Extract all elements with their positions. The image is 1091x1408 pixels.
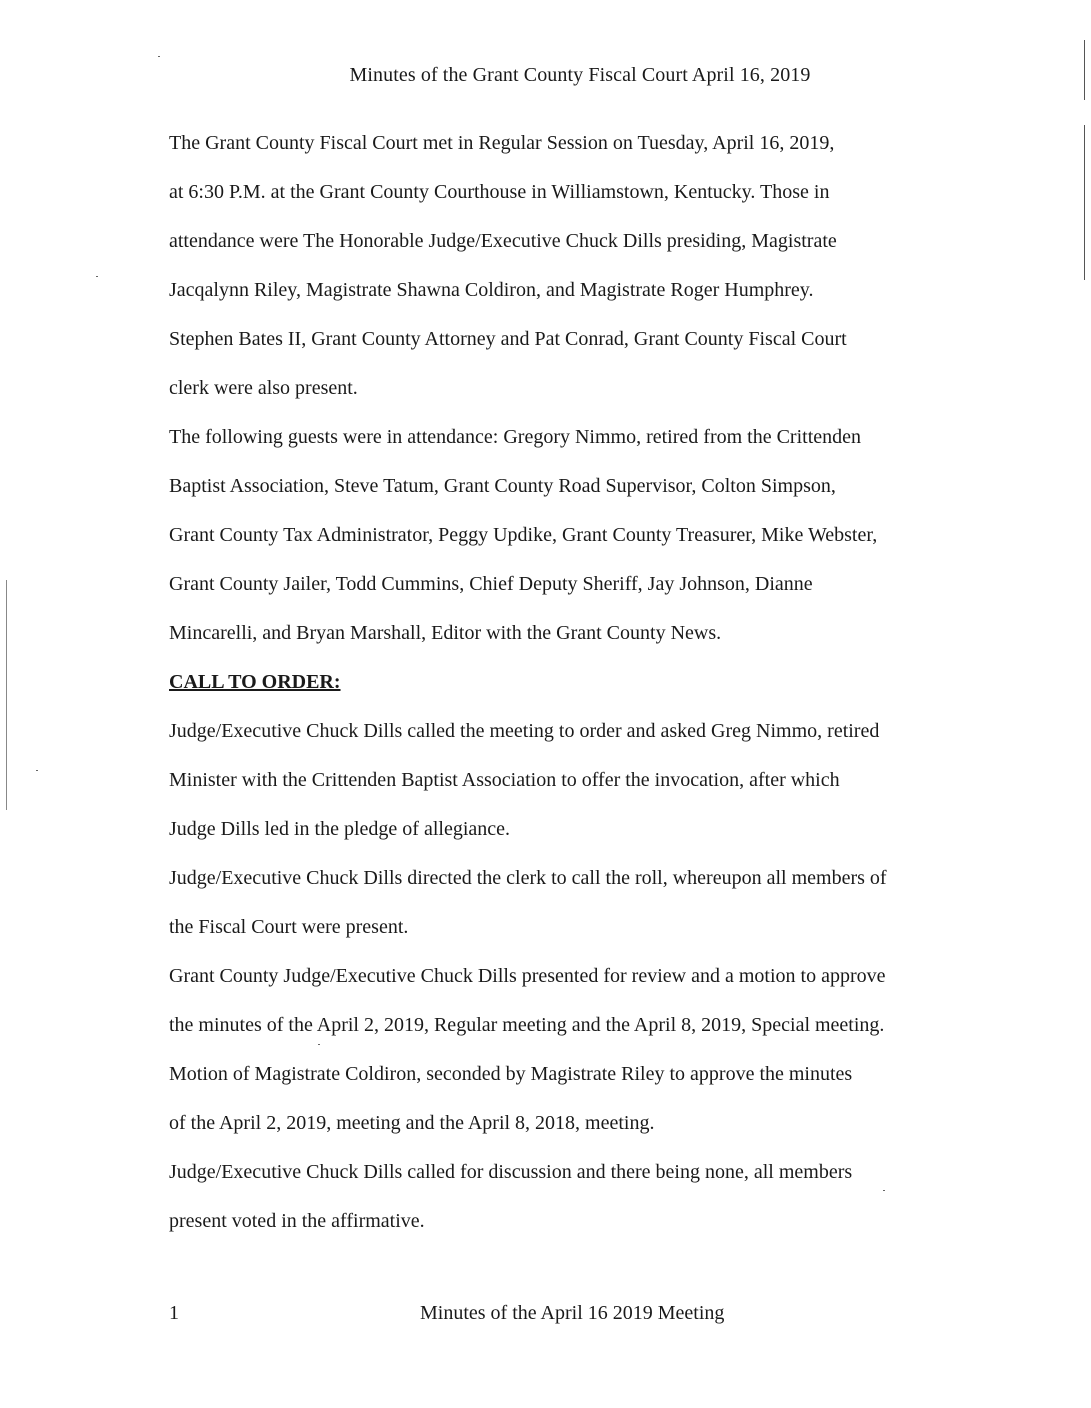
body-line: Stephen Bates II, Grant County Attorney and Pat Conrad, Grant County Fiscal Court	[169, 328, 847, 350]
body-line: The Grant County Fiscal Court met in Regular Session on Tuesday, April 16, 2019,	[169, 132, 835, 154]
body-line: at 6:30 P.M. at the Grant County Courthouse in Williamstown, Kentucky. Those in	[169, 181, 830, 203]
body-line: Judge/Executive Chuck Dills directed the clerk to call the roll, whereupon all members of	[169, 867, 887, 889]
body-line: Mincarelli, and Bryan Marshall, Editor with the Grant County News.	[169, 622, 722, 644]
scan-speck	[96, 276, 98, 277]
scan-artifact	[6, 580, 7, 810]
body-line: Baptist Association, Steve Tatum, Grant County Road Supervisor, Colton Simpson,	[169, 475, 836, 497]
body-line: the minutes of the April 2, 2019, Regular meeting and the April 8, 2019, Special meeting.	[169, 1014, 885, 1036]
body-line: present voted in the affirmative.	[169, 1210, 425, 1232]
scan-speck	[158, 56, 160, 57]
scan-artifact	[1084, 125, 1085, 280]
body-line: clerk were also present.	[169, 377, 358, 399]
scan-speck	[318, 1044, 320, 1045]
body-line: Judge Dills led in the pledge of allegiance.	[169, 818, 511, 840]
footer-text: Minutes of the April 16 2019 Meeting	[420, 1302, 725, 1324]
body-line: attendance were The Honorable Judge/Executive Chuck Dills presiding, Magistrate	[169, 230, 837, 252]
section-heading-call-to-order: CALL TO ORDER:	[169, 671, 341, 693]
body-line: Minister with the Crittenden Baptist Association to offer the invocation, after which	[169, 769, 840, 791]
body-line: of the April 2, 2019, meeting and the April 8, 2018, meeting.	[169, 1112, 655, 1134]
body-line: Grant County Jailer, Todd Cummins, Chief Deputy Sheriff, Jay Johnson, Dianne	[169, 573, 813, 595]
body-line: Judge/Executive Chuck Dills called for discussion and there being none, all members	[169, 1161, 853, 1183]
scan-speck	[883, 1190, 885, 1191]
document-title: Minutes of the Grant County Fiscal Court April 16, 2019	[349, 64, 811, 86]
body-line: Grant County Tax Administrator, Peggy Updike, Grant County Treasurer, Mike Webster,	[169, 524, 878, 546]
body-line: The following guests were in attendance: Gregory Nimmo, retired from the Crittenden	[169, 426, 862, 448]
body-line: Motion of Magistrate Coldiron, seconded by Magistrate Riley to approve the minutes	[169, 1063, 853, 1085]
body-line: Judge/Executive Chuck Dills called the meeting to order and asked Greg Nimmo, retired	[169, 720, 880, 742]
body-line: Grant County Judge/Executive Chuck Dills presented for review and a motion to approve	[169, 965, 886, 987]
body-line: the Fiscal Court were present.	[169, 916, 409, 938]
page-number: 1	[169, 1302, 179, 1324]
scan-artifact	[1084, 40, 1085, 100]
scan-speck	[36, 770, 38, 771]
body-line: Jacqalynn Riley, Magistrate Shawna Coldiron, and Magistrate Roger Humphrey.	[169, 279, 814, 301]
